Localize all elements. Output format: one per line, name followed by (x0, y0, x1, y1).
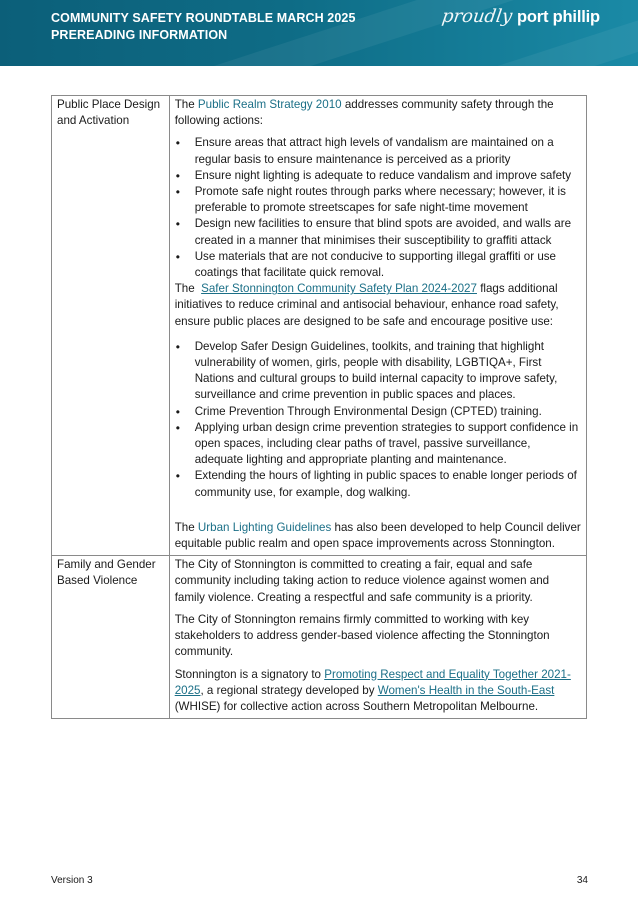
list-item: • Ensure areas that attract high levels of vandalism are maintained on a regular basis to ensure maintenance is perceived as a priority (175, 135, 581, 167)
paragraph (175, 520, 581, 552)
logo-brand-text: port phillip (517, 8, 600, 26)
promoting-respect-link[interactable]: Promoting Respect and Equality Together 2021-2025 (174, 667, 571, 697)
text: flags additional initiatives to reduce criminal and antisocial behaviour, enhance road safety, ensure public places are designed to be safe and encourage positive use: (174, 282, 559, 328)
text: The (174, 282, 202, 296)
list-item: • Promote safe night routes through parks where necessary; however, it is preferable to promote streetscapes for safe night-time movement (175, 184, 581, 216)
header-title (51, 10, 356, 44)
bullet-list (175, 135, 581, 281)
row-label-cell (52, 556, 170, 719)
safer-stonnington-plan-link[interactable]: Safer Stonnington Community Safety Plan 2024-2027 (201, 282, 477, 296)
footer-version: Version 3 (51, 875, 93, 886)
paragraph: The City of Stonnington remains firmly committed to working with key stakeholders to address gender-based violence affecting the Stonnington community. (174, 612, 550, 659)
list-item: • Extending the hours of lighting in public spaces to enable longer periods of community use, for example, dog walking. (175, 468, 581, 500)
paragraph (175, 667, 581, 716)
public-realm-strategy-link[interactable]: Public Realm Strategy 2010 (197, 98, 342, 111)
table-row (52, 556, 587, 719)
page-header (0, 0, 638, 66)
list-item: • Design new facilities to ensure that blind spots are avoided, and walls are created in a manner that minimises their susceptibility to graffiti attack (175, 216, 581, 248)
text: , a regional strategy developed by (200, 683, 378, 697)
row-body-cell (169, 556, 586, 719)
header-title-line1: COMMUNITY SAFETY ROUNDTABLE MARCH 2025 (51, 11, 356, 25)
row-body-cell (169, 96, 586, 556)
text: The (174, 98, 198, 111)
row-label: Public Place Design and Activation (57, 98, 161, 128)
logo-script-text: proudly (440, 6, 514, 27)
womens-health-link[interactable]: Women's Health in the South-East (377, 683, 555, 697)
list-item: • Use materials that are not conducive to supporting illegal graffiti or use coatings that facilitate quick removal. (175, 249, 581, 281)
initiatives-table (51, 95, 587, 719)
paragraph (175, 281, 581, 330)
list-item: • Applying urban design crime prevention strategies to support confidence in open spaces, including clear paths of travel, passive surveillance, adequate lighting and appropriate planting and maintenance. (175, 420, 581, 469)
row-label-cell (52, 96, 170, 556)
text: Stonnington is a signatory to (174, 667, 325, 681)
footer-page-number: 34 (576, 875, 588, 886)
row-label: Family and Gender Based Violence (57, 558, 156, 588)
list-item: • Ensure night lighting is adequate to reduce vandalism and improve safety (175, 168, 581, 184)
paragraph (175, 97, 581, 129)
header-title-line2: PREREADING INFORMATION (51, 28, 228, 42)
list-item: • Develop Safer Design Guidelines, toolkits, and training that highlight vulnerability of women, girls, people with disability, LGBTIQA+, First Nations and cultural groups to build internal capacity to improve safety, surveillance and crime prevention in public spaces and places. (175, 339, 581, 404)
text: (WHISE) for collective action across Southern Metropolitan Melbourne. (174, 699, 539, 713)
bullet-list (175, 339, 581, 501)
text: has also been developed to help Council deliver equitable public realm and open space improvements across Stonnington. (174, 520, 581, 551)
list-item: • Crime Prevention Through Environmental Design (CPTED) training. (175, 404, 581, 420)
urban-lighting-guidelines-link[interactable]: Urban Lighting Guidelines (197, 520, 332, 534)
text: The (174, 520, 198, 534)
paragraph: The City of Stonnington is committed to creating a fair, equal and safe community including taking action to reduce violence against women and family violence. Creating a respectful and safe community is a priority. (174, 558, 550, 604)
port-phillip-logo (442, 6, 600, 40)
text: addresses community safety through the following actions: (174, 98, 554, 128)
table-row (52, 96, 587, 556)
